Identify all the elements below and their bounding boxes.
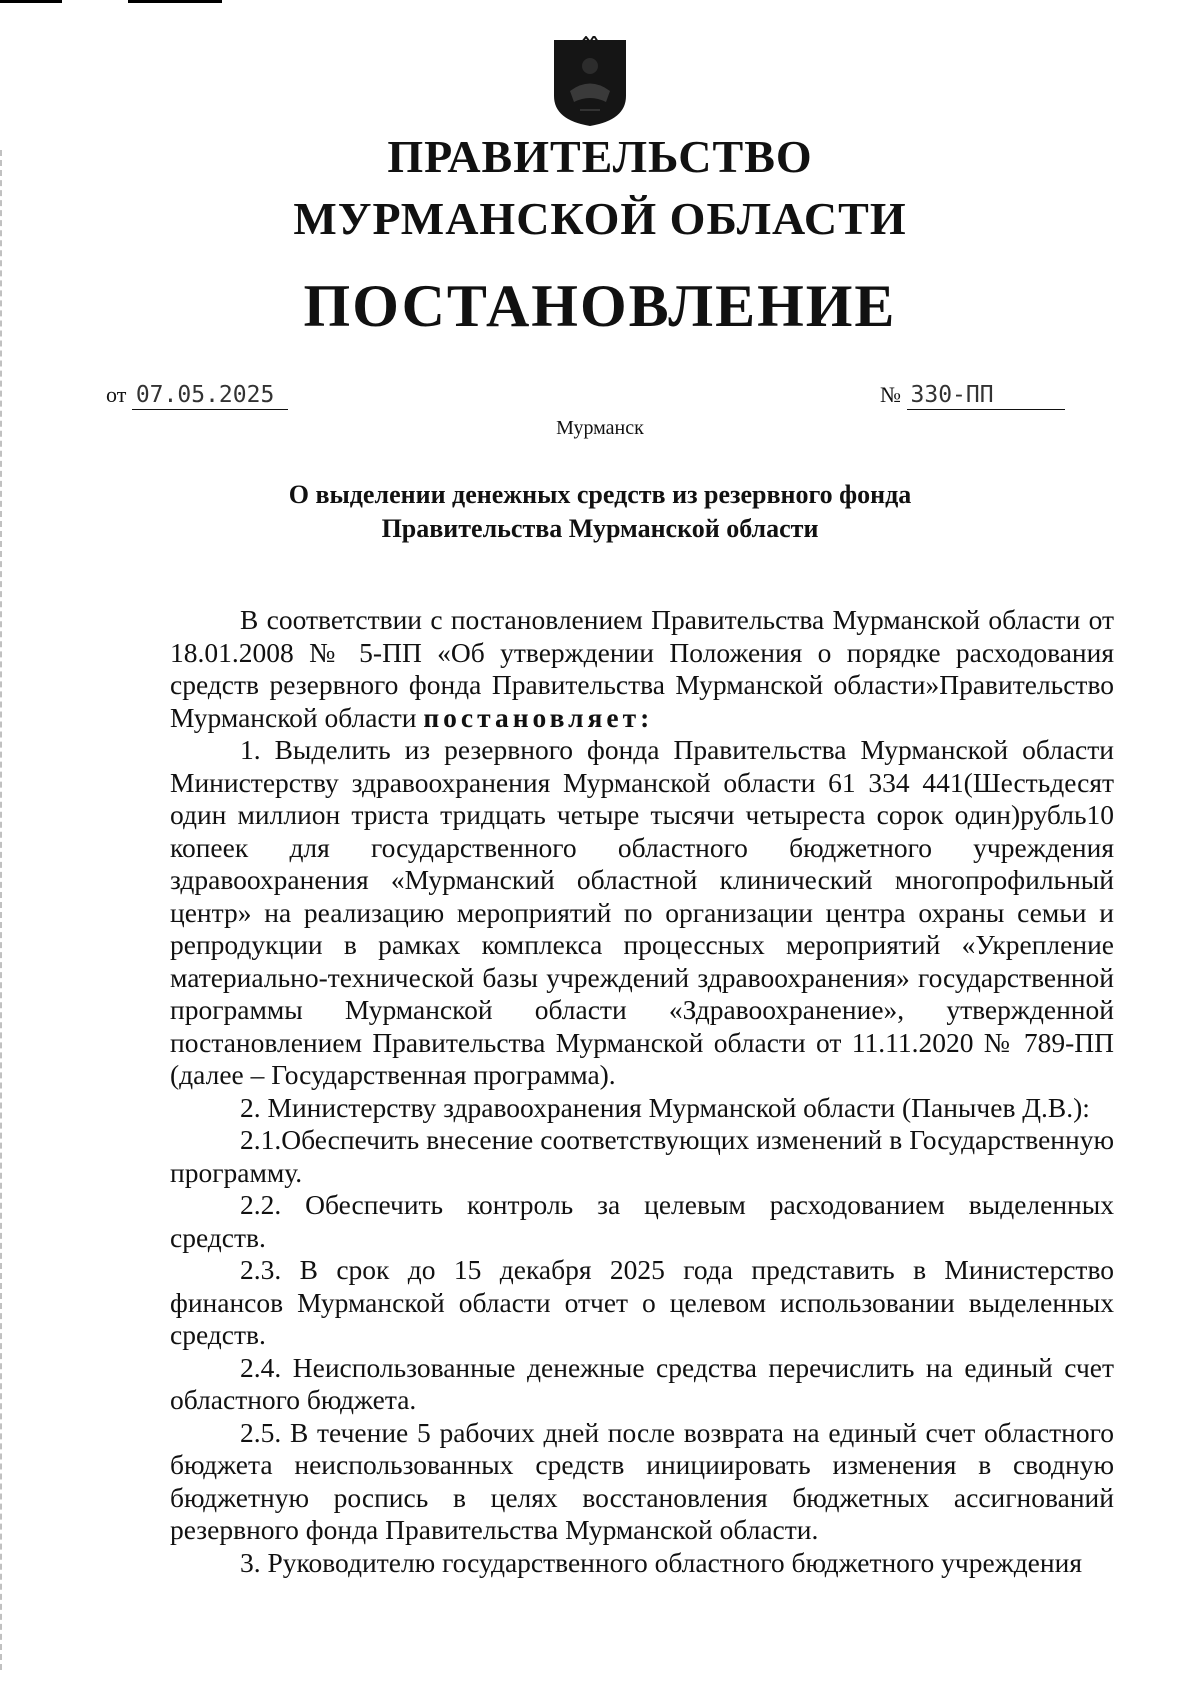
murmansk-coat-of-arms-icon xyxy=(550,36,630,128)
date-value: 07.05.2025 xyxy=(132,382,288,410)
date-prefix: от xyxy=(106,382,127,407)
preamble-paragraph xyxy=(170,604,1114,734)
document-type-title: ПОСТАНОВЛЕНИЕ xyxy=(303,273,897,339)
document-city: Мурманск xyxy=(556,417,644,439)
document-body xyxy=(170,604,1114,1579)
document-number xyxy=(880,382,1065,410)
government-name-line2: МУРМАНСКОЙ ОБЛАСТИ xyxy=(293,193,907,244)
clause-2-3: 2.3. В срок до 15 декабря 2025 года представить в Министерство финансов Мурманской области отчет о целевом использовании выделенных средств. xyxy=(170,1254,1114,1350)
government-name-line1: ПРАВИТЕЛЬСТВО xyxy=(387,131,813,182)
decree-word: постановляет: xyxy=(423,701,654,733)
preamble-text: В соответствии с постановлением Правительства Мурманской области от 18.01.2008 № 5-ПП «Об утверждении Положения о порядке расходования средств резервного фонда Правительства Мурманской области»Правительство Мурманской области xyxy=(170,604,1114,733)
clause-3: 3. Руководителю государственного областного бюджетного учреждения xyxy=(240,1546,1082,1578)
scan-edge-line xyxy=(128,0,222,3)
clause-2-4: 2.4. Неиспользованные денежные средства перечислить на единый счет областного бюджета. xyxy=(170,1351,1114,1415)
document-date xyxy=(106,382,288,410)
clause-2: 2. Министерству здравоохранения Мурманской области (Панычев Д.В.): xyxy=(240,1091,1090,1123)
subject-line2: Правительства Мурманской области xyxy=(381,514,819,543)
clause-2-5: 2.5. В течение 5 рабочих дней после возврата на единый счет областного бюджета неиспользованных средств инициировать изменения в сводную бюджетную роспись в целях восстановления бюджетных ассигнований резервного фонда Правительства Мурманской области. xyxy=(170,1416,1114,1545)
clause-2-1: 2.1.Обеспечить внесение соответствующих изменений в Государственную программу. xyxy=(170,1124,1114,1188)
number-value: 330-ПП xyxy=(907,382,1065,410)
subject-line1: О выделении денежных средств из резервного фонда xyxy=(288,480,912,509)
number-prefix: № xyxy=(880,382,901,407)
scan-margin-ticks xyxy=(0,150,5,1670)
clause-2-2: 2.2. Обеспечить контроль за целевым расходованием выделенных средств. xyxy=(170,1189,1114,1253)
clause-1: 1. Выделить из резервного фонда Правительства Мурманской области Министерству здравоохранения Мурманской области 61 334 441(Шестьдесят один миллион триста тридцать четыре тысячи четыреста сорок один)рубль10 копеек для государственного областного бюджетного учреждения здравоохранения «Мурманский областной клинический многопрофильный центр» на реализацию мероприятий по организации центра охраны семьи и репродукции в рамках комплекса процессных мероприятий «Укрепление материально-технической базы учреждений здравоохранения» государственной программы Мурманской области «Здравоохранение», утвержденной постановлением Правительства Мурманской области от 11.11.2020 № 789-ПП (далее – Государственная программа). xyxy=(170,734,1114,1090)
document-subject xyxy=(0,478,1200,546)
scan-edge-line xyxy=(0,0,62,3)
